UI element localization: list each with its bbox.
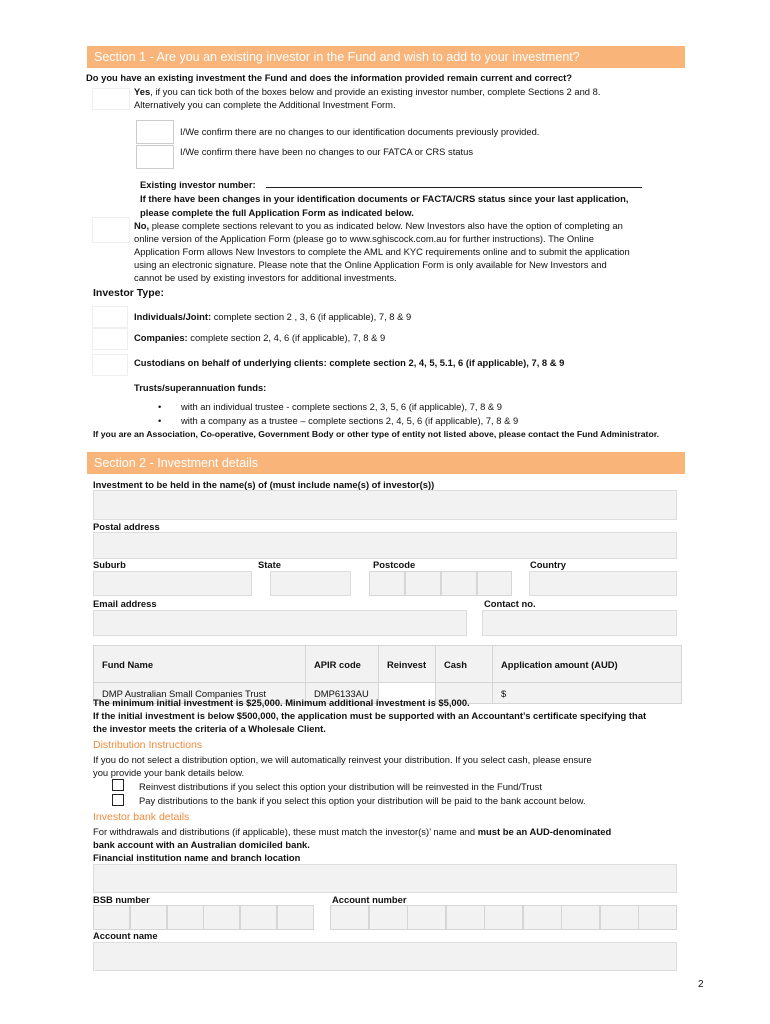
custodians-option: Custodians on behalf of underlying clients: complete section 2, 4, 5, 5.1, 6 (if applicable), 7, 8 & 9 [134, 357, 565, 368]
country-label: Country [530, 559, 566, 570]
yes-line-1: Yes, if you can tick both of the boxes below and provide an existing investor number, complete Sections 2 and 8. [134, 86, 601, 97]
association-note: If you are an Association, Co-operative, Government Body or other type of entity not listed above, please contact the Fund Administrator. [93, 429, 660, 439]
confirm-fatca-checkbox[interactable] [136, 145, 174, 169]
application-amount-cell[interactable]: $ [493, 683, 682, 704]
bsb-digit-input[interactable] [277, 905, 314, 930]
trust-option-individual: with an individual trustee - complete sections 2, 3, 5, 6 (if applicable), 7, 8 & 9 [181, 401, 503, 412]
apir-code-cell: DMP6133AU [306, 683, 379, 704]
custodians-tick-box[interactable] [92, 354, 128, 376]
institution-input[interactable] [93, 864, 677, 893]
bsb-digit-input[interactable] [93, 905, 130, 930]
companies-option: Companies: complete section 2, 4, 6 (if applicable), 7, 8 & 9 [134, 332, 386, 343]
header-cash: Cash [436, 646, 493, 683]
account-digit-input[interactable] [600, 905, 639, 930]
distribution-text-1: If you do not select a distribution option, we will automatically reinvest your distribution. If you select cash, please ensure [93, 754, 592, 765]
account-name-label: Account name [93, 930, 158, 941]
no-line-3: Application Form allows New Investors to complete the AML and KYC requirements online and to submit the application [134, 246, 630, 257]
section2-header: Section 2 - Investment details [87, 452, 685, 474]
reinvest-option-label: Reinvest distributions if you select this option your distribution will be reinvested in the Fund/Trust [139, 781, 542, 792]
confirm-id-label: I/We confirm there are no changes to our identification documents previously provided. [180, 126, 540, 137]
bsb-label: BSB number [93, 894, 150, 905]
state-label: State [258, 559, 281, 570]
distribution-heading: Distribution Instructions [93, 739, 203, 751]
postcode-digit-input[interactable] [369, 571, 405, 596]
header-application-amount: Application amount (AUD) [493, 646, 682, 683]
account-number-label: Account number [332, 894, 407, 905]
suburb-label: Suburb [93, 559, 126, 570]
bsb-digit-input[interactable] [203, 905, 240, 930]
fund-name-cell: DMP Australian Small Companies Trust [94, 683, 306, 704]
pay-bank-checkbox[interactable] [112, 794, 124, 806]
changes-line-2: please complete the full Application Form as indicated below. [140, 207, 414, 218]
account-digit-input[interactable] [446, 905, 485, 930]
confirm-id-checkbox[interactable] [136, 120, 174, 144]
yes-tick-box[interactable] [92, 88, 130, 110]
trust-option-company: with a company as a trustee – complete sections 2, 4, 5, 6 (if applicable), 7, 8 & 9 [181, 415, 519, 426]
header-reinvest: Reinvest [379, 646, 436, 683]
postcode-digit-input[interactable] [441, 571, 477, 596]
account-digit-input[interactable] [638, 905, 677, 930]
min-investment-note: The minimum initial investment is $25,000. Minimum additional investment is $5,000. [93, 697, 470, 708]
fund-table [93, 645, 682, 704]
account-digit-input[interactable] [523, 905, 562, 930]
contact-label: Contact no. [484, 598, 536, 609]
bank-text-1: For withdrawals and distributions (if applicable), these must match the investor(s)’ name and must be an AUD-denominated [93, 826, 612, 837]
investor-number-field[interactable] [266, 175, 642, 188]
companies-tick-box[interactable] [92, 328, 128, 350]
email-label: Email address [93, 598, 157, 609]
email-input[interactable] [93, 610, 467, 636]
account-digit-input[interactable] [369, 905, 408, 930]
account-digit-input[interactable] [484, 905, 523, 930]
postcode-digit-input[interactable] [405, 571, 441, 596]
bsb-digit-input[interactable] [240, 905, 277, 930]
suburb-input[interactable] [93, 571, 252, 596]
bank-heading: Investor bank details [93, 811, 190, 823]
account-digit-input[interactable] [407, 905, 446, 930]
country-input[interactable] [529, 571, 677, 596]
no-line-4: using an electronic signature. Please note that the Online Application Form is only available for New Investors and [134, 259, 607, 270]
individuals-option: Individuals/Joint: complete section 2 , 3, 6 (if applicable), 7, 8 & 9 [134, 311, 412, 322]
pay-option-label: Pay distributions to the bank if you select this option your distribution will be paid to the bank account below. [139, 795, 586, 806]
accountant-note-1: If the initial investment is below $500,000, the application must be supported with an Accountant’s certificate specifying that [93, 710, 647, 721]
no-line-2: online version of the Application Form (please go to www.sghiscock.com.au for further instructions). The Online [134, 233, 594, 244]
individuals-tick-box[interactable] [92, 306, 128, 328]
postcode-digit-input[interactable] [477, 571, 512, 596]
section1-question: Do you have an existing investment the Fund and does the information provided remain current and correct? [86, 72, 573, 83]
bsb-digit-input[interactable] [130, 905, 167, 930]
bsb-digit-input[interactable] [167, 905, 204, 930]
investor-number-label: Existing investor number: [140, 179, 256, 190]
header-fund-name: Fund Name [94, 646, 306, 683]
page-number: 2 [698, 979, 704, 990]
postal-address-input[interactable] [93, 532, 677, 559]
trusts-label: Trusts/superannuation funds: [134, 382, 267, 393]
reinvest-checkbox[interactable] [112, 779, 124, 791]
state-input[interactable] [270, 571, 351, 596]
no-line-1: No, please complete sections relevant to you as indicated below. New Investors also have the option of completing an [134, 220, 623, 231]
accountant-note-2: the investor meets the criteria of a Wholesale Client. [93, 723, 326, 734]
account-digit-input[interactable] [330, 905, 369, 930]
changes-line-1: If there have been changes in your identification documents or FACTA/CRS status since your last application, [140, 193, 629, 204]
bullet-icon: • [158, 415, 162, 426]
bank-text-2: bank account with an Australian domiciled bank. [93, 839, 310, 850]
contact-input[interactable] [482, 610, 677, 636]
header-apir-code: APIR code [306, 646, 379, 683]
no-line-5: cannot be used by existing investors for additional investments. [134, 272, 397, 283]
no-tick-box[interactable] [92, 217, 130, 243]
names-label: Investment to be held in the name(s) of (must include name(s) of investor(s)) [93, 479, 435, 490]
fund-table-header [94, 646, 682, 683]
bullet-icon: • [158, 401, 162, 412]
account-digit-input[interactable] [561, 905, 600, 930]
investor-names-input[interactable] [93, 490, 677, 520]
confirm-fatca-label: I/We confirm there have been no changes to our FATCA or CRS status [180, 146, 474, 157]
postal-label: Postal address [93, 521, 160, 532]
distribution-text-2: you provide your bank details below. [93, 767, 245, 778]
account-name-input[interactable] [93, 942, 677, 971]
yes-line-2: Alternatively you can complete the Additional Investment Form. [134, 99, 396, 110]
postcode-label: Postcode [373, 559, 416, 570]
investor-type-label: Investor Type: [93, 287, 164, 299]
institution-label: Financial institution name and branch location [93, 852, 301, 863]
section1-header: Section 1 - Are you an existing investor in the Fund and wish to add to your investment? [87, 46, 685, 68]
